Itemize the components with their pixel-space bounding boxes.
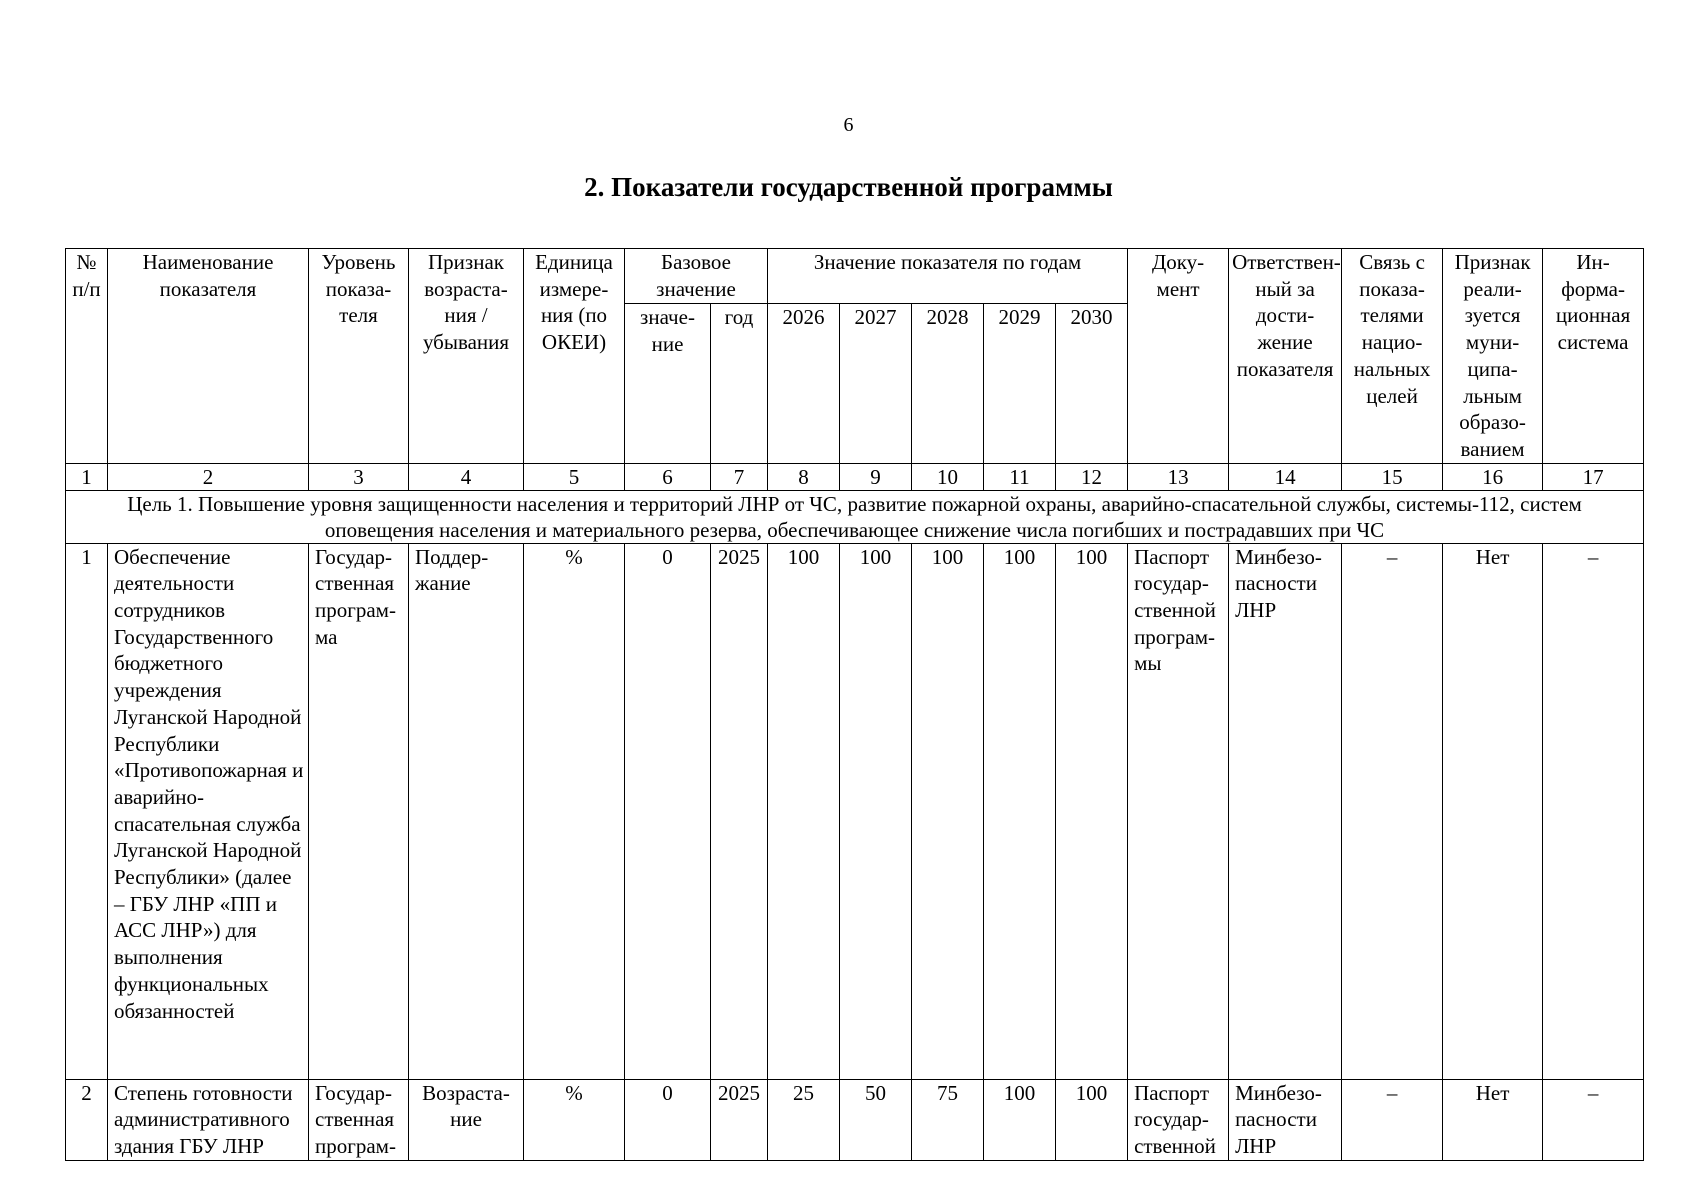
row-unit: % <box>524 1079 625 1160</box>
column-number: 9 <box>840 463 912 490</box>
row-value-2028: 75 <box>912 1079 984 1160</box>
row-municipal: Нет <box>1443 1079 1543 1160</box>
row-municipal: Нет <box>1443 543 1543 1079</box>
column-number: 2 <box>108 463 309 490</box>
column-number: 13 <box>1128 463 1229 490</box>
row-trend: Возраста-ние <box>409 1079 524 1160</box>
column-number: 10 <box>912 463 984 490</box>
row-level: Государ-ственная програм-ма <box>309 543 409 1079</box>
page-number: 6 <box>843 114 854 136</box>
column-number: 16 <box>1443 463 1543 490</box>
header-municipal: Признак реали-зуется муни-ципа-льным образо-ванием <box>1443 249 1543 464</box>
header-trend: Признак возраста-ния / убывания <box>409 249 524 464</box>
row-no: 1 <box>66 543 108 1079</box>
row-name: Степень готовности административного здания ГБУ ЛНР <box>108 1079 309 1160</box>
header-year-2028: 2028 <box>912 304 984 463</box>
table-row <box>66 543 1644 1079</box>
row-level: Государ-ственная програм- <box>309 1079 409 1160</box>
row-value-2026: 25 <box>768 1079 840 1160</box>
row-responsible: Минбезо-пасности ЛНР <box>1229 543 1342 1079</box>
header-info-system: Ин-форма-ционная система <box>1543 249 1644 464</box>
row-name: Обеспечение деятельности сотрудников Государственного бюджетного учреждения Луганской Народной Республики «Противопожарная и аварийно-спасательная служба Луганской Народной Республики» (далее – ГБУ ЛНР «ПП и АСС ЛНР») для выполнения функциональных обязанностей <box>108 543 309 1079</box>
column-number: 3 <box>309 463 409 490</box>
header-document: Доку-мент <box>1128 249 1229 464</box>
header-year-2029: 2029 <box>984 304 1056 463</box>
column-numbers-row <box>66 463 1644 490</box>
row-base-value: 0 <box>625 543 711 1079</box>
header-base: Базовое значение <box>625 249 768 304</box>
column-number: 14 <box>1229 463 1342 490</box>
table-row <box>66 1079 1644 1160</box>
row-value-2028: 100 <box>912 543 984 1079</box>
column-number: 7 <box>711 463 768 490</box>
header-year-2030: 2030 <box>1056 304 1128 463</box>
column-number: 4 <box>409 463 524 490</box>
row-responsible: Минбезо-пасности ЛНР <box>1229 1079 1342 1160</box>
header-level: Уровень показа-теля <box>309 249 409 464</box>
goal-row: Цель 1. Повышение уровня защищенности населения и территорий ЛНР от ЧС, развитие пожарной охраны, аварийно-спасательной службы, системы-112, систем оповещения населения и материального резерва, обеспечивающее снижение числа погибших и пострадавших при ЧС <box>66 490 1644 543</box>
row-value-2026: 100 <box>768 543 840 1079</box>
row-document: Паспорт государ-ственной програм-мы <box>1128 543 1229 1079</box>
row-national-link: – <box>1342 543 1443 1079</box>
row-value-2027: 50 <box>840 1079 912 1160</box>
row-trend: Поддер-жание <box>409 543 524 1079</box>
header-year-2027: 2027 <box>840 304 912 463</box>
header-name: Наименование показателя <box>108 249 309 464</box>
row-value-2030: 100 <box>1056 1079 1128 1160</box>
row-info-system: – <box>1543 543 1644 1079</box>
row-base-year: 2025 <box>711 543 768 1079</box>
header-years-group: Значение показателя по годам <box>768 249 1128 304</box>
header-base-value: значе-ние <box>625 304 711 463</box>
row-base-year: 2025 <box>711 1079 768 1160</box>
row-value-2029: 100 <box>984 1079 1056 1160</box>
row-document: Паспорт государ-ственной <box>1128 1079 1229 1160</box>
row-info-system: – <box>1543 1079 1644 1160</box>
header-base-year: год <box>711 304 768 463</box>
header-no: № п/п <box>66 249 108 464</box>
indicators-table <box>65 248 1644 1161</box>
column-number: 15 <box>1342 463 1443 490</box>
column-number: 8 <box>768 463 840 490</box>
row-value-2027: 100 <box>840 543 912 1079</box>
header-national-link: Связь с показа-телями нацио-нальных целей <box>1342 249 1443 464</box>
row-value-2030: 100 <box>1056 543 1128 1079</box>
column-number: 5 <box>524 463 625 490</box>
row-value-2029: 100 <box>984 543 1056 1079</box>
column-number: 11 <box>984 463 1056 490</box>
row-no: 2 <box>66 1079 108 1160</box>
header-responsible: Ответствен-ный за дости-жение показателя <box>1229 249 1342 464</box>
row-base-value: 0 <box>625 1079 711 1160</box>
column-number: 12 <box>1056 463 1128 490</box>
column-number: 1 <box>66 463 108 490</box>
header-year-2026: 2026 <box>768 304 840 463</box>
column-number: 17 <box>1543 463 1644 490</box>
header-unit: Единица измере-ния (по ОКЕИ) <box>524 249 625 464</box>
row-national-link: – <box>1342 1079 1443 1160</box>
page-title: 2. Показатели государственной программы <box>584 172 1113 202</box>
row-unit: % <box>524 543 625 1079</box>
column-number: 6 <box>625 463 711 490</box>
